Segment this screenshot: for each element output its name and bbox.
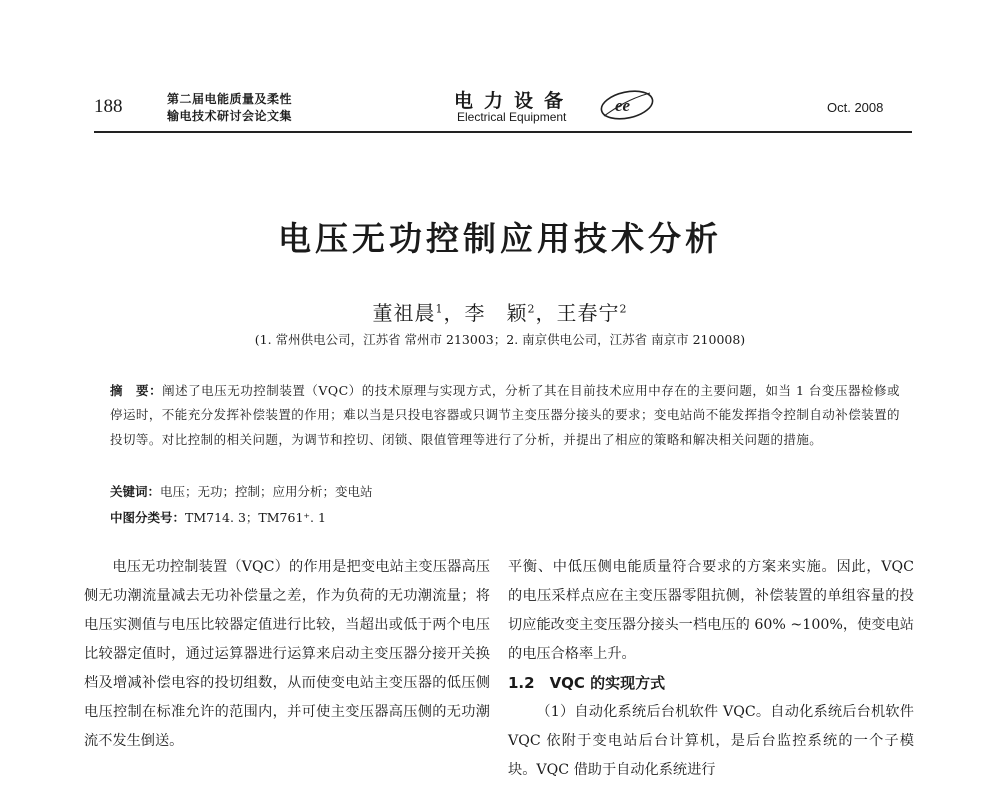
keywords-text: 电压；无功；控制；应用分析；变电站: [160, 484, 373, 499]
conference-name: [167, 91, 292, 125]
keywords-label: 关键词：: [110, 484, 161, 499]
conference-line-1: 第二届电能质量及柔性: [167, 92, 293, 106]
keywords: [110, 482, 373, 500]
author-1-affil: 1: [435, 302, 444, 316]
journal-logo-icon: [598, 89, 656, 121]
body-paragraph: 平衡、中低压侧电能质量符合要求的方案来实施。因此，VQC 的电压采样点应在主变压器零阻抗侧，补偿装置的单组容量的投切应能改变主变压器分接头一档电压的 60% ~100%，使变电站的电压合格率上升。: [508, 559, 914, 662]
abstract-text: 阐述了电压无功控制装置（VQC）的技术原理与实现方式，分析了其在目前技术应用中存在的主要问题，如当 1 台变压器检修或停运时，不能充分发挥补偿装置的作用；难以当是只投电容器或只调节主变压器分接头的要求；变电站尚不能发挥指令控制自动补偿装置的投切等。对比控制的相关问题，为调节和控切、闭锁、限值管理等进行了分析，并提出了相应的策略和解决相关问题的措施。: [110, 383, 900, 447]
body-column-right: [508, 553, 914, 785]
conference-line-2: 输电技术研讨会论文集: [167, 109, 293, 123]
logo-text: ee: [615, 96, 631, 115]
classification-text: TM714. 3；TM761⁺. 1: [185, 510, 326, 525]
body-column-left: [84, 553, 490, 756]
author-list: [0, 297, 1000, 326]
author-sep-1: ，: [443, 301, 465, 325]
journal-title-en: Electrical Equipment: [457, 110, 567, 124]
classification-label: 中图分类号：: [110, 510, 186, 525]
abstract: [110, 379, 900, 452]
author-1: 董祖晨: [372, 301, 436, 325]
header-rule: [94, 131, 912, 133]
abstract-label: 摘 要：: [110, 383, 163, 398]
classification-number: [110, 508, 326, 526]
body-paragraph: 电压无功控制装置（VQC）的作用是把变电站主变压器高压侧无功潮流量减去无功补偿量之差，作为负荷的无功潮流量；将电压实测值与电压比较器定值进行比较，当超出或低于两个电压比较器定值时，通过运算器进行运算来启动主变压器分接开关换档及增减补偿电容的投切组数，从而使变电站主变压器的低压侧电压控制在标准允许的范围内，并可使主变压器高压侧的无功潮流不发生倒送。: [84, 559, 490, 749]
section-heading: 1.2 VQC 的实现方式: [508, 674, 666, 692]
author-2: 李 颖: [464, 301, 528, 325]
author-2-affil: 2: [527, 302, 536, 316]
page-number: 188: [94, 96, 123, 117]
author-3: 王春宁: [556, 301, 620, 325]
affiliations: (1. 常州供电公司，江苏省 常州市 213003；2. 南京供电公司，江苏省 南京市 210008): [254, 332, 746, 347]
article-title: 电压无功控制应用技术分析: [278, 219, 722, 258]
body-paragraph: （1）自动化系统后台机软件 VQC。自动化系统后台机软件 VQC 依附于变电站后台计算机，是后台监控系统的一个子模块。VQC 借助于自动化系统进行: [508, 704, 914, 778]
journal-title-cn: 电力设备: [454, 90, 575, 112]
issue-date: Oct. 2008: [827, 100, 884, 115]
author-3-affil: 2: [619, 302, 628, 316]
author-sep-2: ，: [535, 301, 557, 325]
